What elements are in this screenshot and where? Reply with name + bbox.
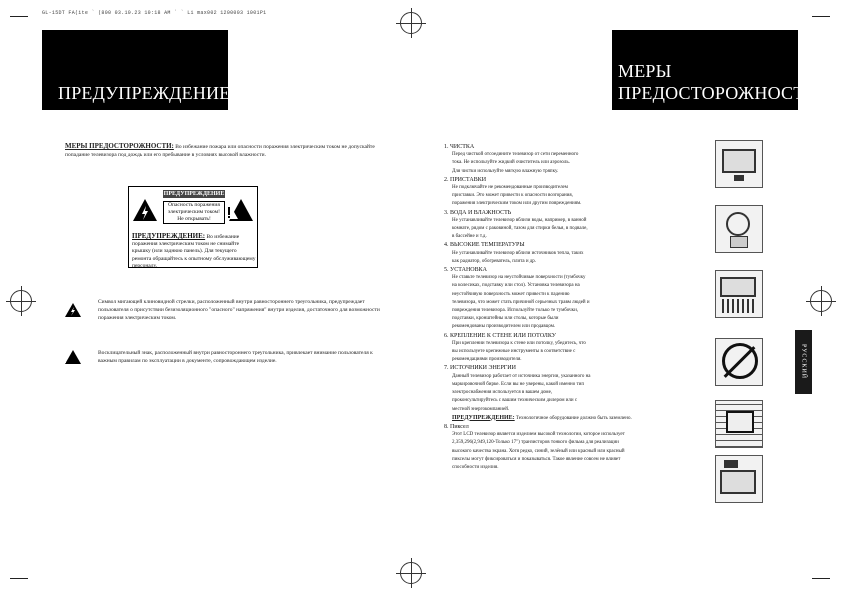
language-tab: РУССКИЙ xyxy=(795,330,812,394)
item-line: Не устанавливайте телевизор вблизи источников тепла, таких xyxy=(452,250,584,256)
item-line: неустойчивую поверхность может привести к падению xyxy=(452,291,570,297)
item-line: рекомендованы производителем или продавцом. xyxy=(452,324,556,330)
crop-mark xyxy=(812,578,830,579)
list-item xyxy=(444,143,659,176)
precautions-list xyxy=(444,143,659,472)
left-page-banner xyxy=(42,30,231,110)
item-heading: 5. УСТАНОВКА xyxy=(444,267,487,274)
symbol2-text: Восклицательный знак, расположенный внутри равностороннего треугольника, привлекает внимание пользователя к важным правилам по эксплуатации в документе, сопровождающем изделие. xyxy=(98,350,373,365)
item-line: Для чистки используйте мягкую влажную тряпку. xyxy=(452,168,559,174)
item-line: Перед чисткой отсоедините телевизор от сети переменного xyxy=(452,152,579,158)
right-page-title-line2: ПРЕДОСТОРОЖНОСТИ xyxy=(618,83,818,103)
right-page-banner xyxy=(612,30,818,110)
registration-mark-bottom-center xyxy=(400,562,422,584)
crop-mark xyxy=(812,16,830,17)
list-item xyxy=(444,332,659,365)
print-header: GL-15DT FA(ite ` (800 03.10.23 10:18 AM ` ` Li max002 1200003 1001P1 xyxy=(42,10,267,16)
intro-block xyxy=(65,142,383,159)
caution-box-title: ПРЕДУПРЕЖДЕНИЕ xyxy=(163,191,225,197)
item-line: в бассейне и т.д. xyxy=(452,234,487,240)
symbol1-lightning-icon xyxy=(65,303,81,317)
box-warning-label: ПРЕДУПРЕЖДЕНИЕ: xyxy=(132,232,206,240)
list-item xyxy=(444,209,659,242)
item-heading: 1. ЧИСТКА xyxy=(444,144,475,150)
list-item xyxy=(444,176,659,209)
intro-text: Во избежание пожара или опасности поражения электрическим током не допускайте попадание телевизора под дождь или его пребывание в условиях высокой влажности. xyxy=(65,144,375,159)
item-line: Не устанавливайте телевизор вблизи воды, например, в ванной xyxy=(452,217,587,223)
power-source-illustration xyxy=(715,455,763,503)
item-line: Не подключайте не рекомендованные производителем xyxy=(452,185,568,191)
box-warning xyxy=(132,233,256,270)
symbol2-exclamation-icon xyxy=(65,350,81,364)
exclamation-triangle-icon xyxy=(229,199,253,221)
item-line: рекомендациями производителя. xyxy=(452,357,522,363)
item-line: При креплении телевизора к стене или потолку, убедитесь, что xyxy=(452,340,586,346)
caution-box xyxy=(128,186,258,268)
caution-line1: Опасность поражения xyxy=(168,202,220,208)
wall-mount-illustration xyxy=(715,400,763,448)
right-page-title-line1: МЕРЫ xyxy=(618,61,672,81)
list-item xyxy=(444,423,659,472)
caution-line2: электрическим током! xyxy=(168,209,220,215)
high-temperature-illustration xyxy=(715,270,763,318)
item7-warning-label: ПРЕДУПРЕЖДЕНИЕ: xyxy=(452,414,515,421)
item-line: комнате, рядом с раковиной, тазом для стирки белья, в подвале, xyxy=(452,226,588,232)
item-line: на колесиках, подставку или стол). Установка телевизора на xyxy=(452,283,580,289)
item-line: маркировочной бирке. Если вы не уверены, какой именно тип xyxy=(452,381,584,387)
registration-mark-left xyxy=(10,290,32,312)
item-heading: 4. ВЫСОКИЕ ТЕМПЕРАТУРЫ xyxy=(444,242,525,249)
item-heading: 8. Пиксел xyxy=(444,423,469,430)
item-line: пикселы могут фиксироваться и показываться. Такое явление совсем не влияет xyxy=(452,456,621,462)
item-line: вы используете крепежные инструменты в соответствие с xyxy=(452,349,576,355)
lightning-triangle-icon xyxy=(133,199,157,221)
item-heading: 3. ВОДА И ВЛАЖНОСТЬ xyxy=(444,209,512,216)
list-item xyxy=(444,241,659,266)
item-line: Данный телевизор работает от источника энергии, указанного на xyxy=(452,373,591,379)
registration-mark-right xyxy=(810,290,832,312)
item-line: местной энергокомпанией. xyxy=(452,406,510,412)
crop-mark xyxy=(10,578,28,579)
item-line: Не ставьте телевизор на неустойчивые поверхности (тумбочку xyxy=(452,275,586,281)
item-line: Этот LCD телевизор является изделием высокой технологии, которое использует xyxy=(452,432,625,438)
item-heading: 2. ПРИСТАВКИ xyxy=(444,176,487,183)
caution-line3: Не открывать! xyxy=(177,216,211,222)
item-line: как радиатор, обогреватель, плита и др. xyxy=(452,258,537,264)
item7-warning xyxy=(444,414,659,423)
item-line: поражения электрическим током или другим повреждениям. xyxy=(452,201,582,207)
item-heading: 7. ИСТОЧНИКИ ЭНЕРГИИ xyxy=(444,365,516,372)
item-line: приставки. Это может привести к опасности возгорания, xyxy=(452,193,573,199)
item-line: подставки, кронштейны или столы, которые были xyxy=(452,316,559,322)
list-item xyxy=(444,364,659,413)
crop-mark xyxy=(10,16,28,17)
item-line: электроснабжения используется в вашем доме, xyxy=(452,390,553,396)
item-line: телевизора, что может стать причиной серьезных травм людей и xyxy=(452,299,590,305)
item-line: высокого качества экрана. Хотя редко, синий, зелёный или красный или красный xyxy=(452,448,625,454)
symbol1-text: Символ мигающей клиновидной стрелки, расположенный внутри равностороннего треугольника, предупреждает пользователя о присутствии безизоляционного "опасного" напряжения" внутри изделия, достаточного для возможности поражения электрическим током. xyxy=(98,299,380,322)
item-line: проконсультируйтесь с вашим техническим дилером или с xyxy=(452,398,578,404)
item-line: тока. Не используйте жидкий очиститель или аэрозоль. xyxy=(452,160,570,166)
attachments-illustration xyxy=(715,205,763,253)
cleaning-illustration xyxy=(715,140,763,188)
item-line: 2,359,296(2,949,120-Только 17") транзисторов тонкого фильма для реализации xyxy=(452,440,619,446)
intro-label: МЕРЫ ПРЕДОСТОРОЖНОСТИ: xyxy=(65,142,174,150)
left-page-title: ПРЕДУПРЕЖДЕНИЕ xyxy=(58,83,231,103)
unstable-surface-illustration xyxy=(715,338,763,386)
item-line: повреждения телевизора. Используйте только те тумбочки, xyxy=(452,308,579,314)
item-line: способности изделия. xyxy=(452,464,499,470)
item-heading: 6. КРЕПЛЕНИЕ К СТЕНЕ ИЛИ ПОТОЛКУ xyxy=(444,332,556,339)
item7-warning-text: Технологичное оборудование должно быть заземлено. xyxy=(515,415,632,421)
box-warning-text: Во избежание поражения электрическим током не снимайте крышку (или заднюю панель). Для текущего ремонта обращайтесь к опытному обслуживающему персоналу. xyxy=(132,234,256,269)
list-item xyxy=(444,266,659,332)
registration-mark-top-center xyxy=(400,12,422,34)
caution-box-inner xyxy=(163,201,225,224)
